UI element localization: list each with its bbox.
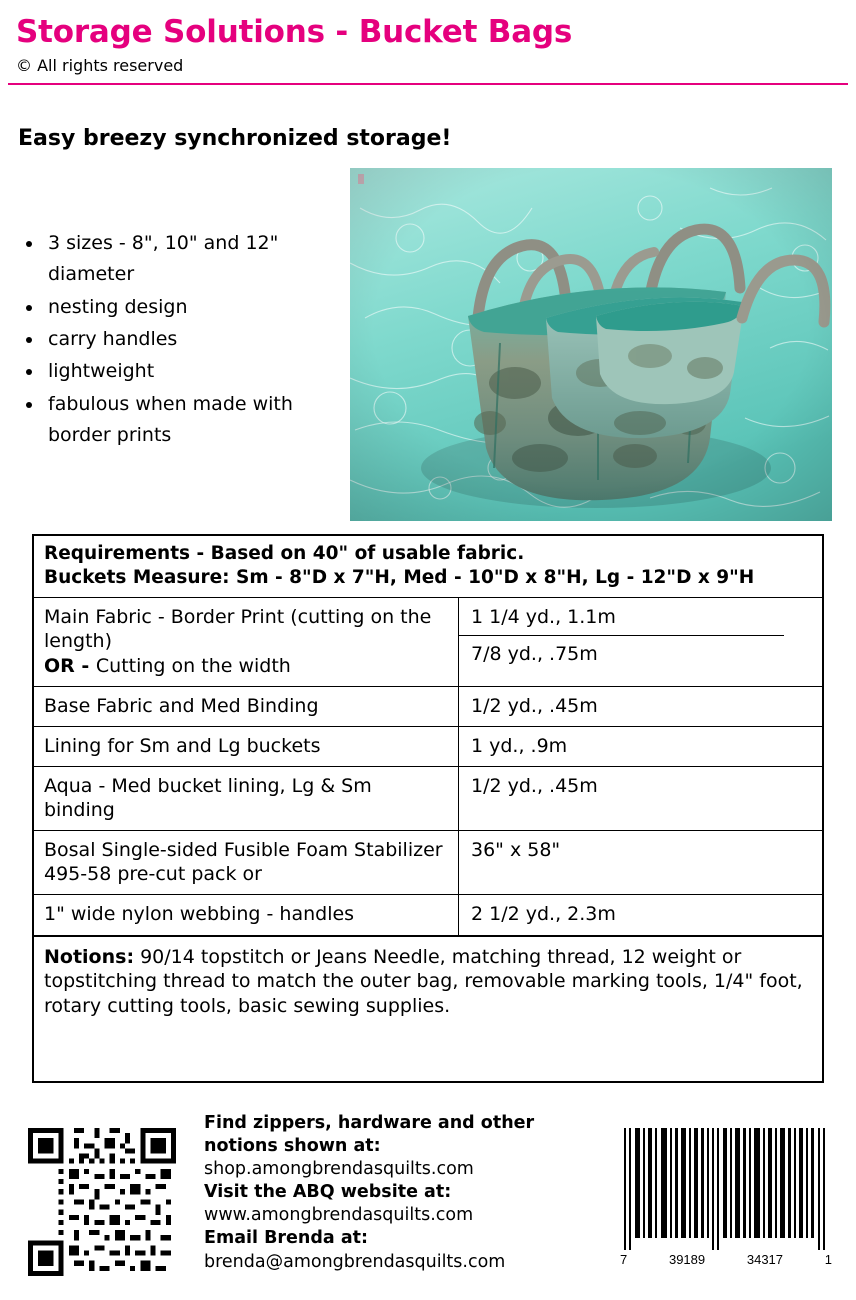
feature-list — [14, 228, 344, 452]
notions-section — [34, 936, 822, 1081]
table-row — [34, 727, 822, 767]
qr-code[interactable] — [28, 1128, 176, 1276]
list-item: • fabulous when made with border prints — [44, 389, 344, 452]
list-item: • 3 sizes - 8", 10" and 12" diameter — [44, 228, 344, 291]
table-cell-item: Lining for Sm and Lg buckets — [34, 727, 459, 766]
table-cell-item: Base Fabric and Med Binding — [34, 687, 459, 726]
table-cell-amount — [459, 598, 822, 685]
notions-text: 90/14 topstitch or Jeans Needle, matching thread, 12 weight or topstitching thread to match the outer bag, removable marking tools, 1/4" foot, rotary cutting tools, basic sewing supplies. — [44, 945, 803, 1017]
copyright-notice: © All rights reserved — [16, 56, 184, 75]
table-cell-amount: 2 1/2 yd., 2.3m — [471, 903, 616, 926]
header-divider — [8, 83, 848, 85]
barcode-digits — [620, 1250, 832, 1267]
page-title: Storage Solutions - Bucket Bags — [16, 14, 573, 50]
table-cell-item — [34, 598, 459, 685]
main-fabric-or-line — [44, 654, 448, 678]
list-item: • carry handles — [44, 324, 344, 355]
barcode-digits-group-1: 39189 — [668, 1252, 706, 1267]
table-row — [34, 767, 822, 831]
barcode-digit-left: 7 — [620, 1252, 628, 1267]
table-cell-amount: 1 yd., .9m — [471, 734, 568, 757]
product-photo — [350, 168, 832, 521]
table-row — [34, 598, 822, 686]
table-row — [34, 831, 822, 895]
shop-url[interactable]: shop.amongbrendasquilts.com — [204, 1159, 474, 1180]
notions-label: Notions: — [44, 945, 135, 968]
notions-source-label: Find zippers, hardware and other notions shown at: — [204, 1113, 535, 1157]
amount-width: 7/8 yd., .75m — [471, 643, 598, 666]
table-row — [34, 687, 822, 727]
barcode — [620, 1128, 832, 1276]
or-text: Cutting on the width — [95, 654, 291, 677]
requirements-heading-line-2: Buckets Measure: Sm - 8"D x 7"H, Med - 10"D x 8"H, Lg - 12"D x 9"H — [44, 566, 755, 588]
barcode-digits-group-2: 34317 — [746, 1252, 784, 1267]
table-row — [34, 895, 822, 935]
email-label: Email Brenda at: — [204, 1228, 368, 1249]
website-label: Visit the ABQ website at: — [204, 1182, 452, 1203]
table-cell-amount: 1/2 yd., .45m — [471, 694, 598, 717]
email-address[interactable]: brenda@amongbrendasquilts.com — [204, 1251, 506, 1272]
website-url[interactable]: www.amongbrendasquilts.com — [204, 1205, 474, 1226]
list-item: • lightweight — [44, 356, 344, 387]
table-cell-item: Aqua - Med bucket lining, Lg & Sm binding — [34, 767, 459, 830]
amount-length: 1 1/4 yd., 1.1m — [459, 598, 784, 636]
table-cell-item: 1" wide nylon webbing - handles — [34, 895, 459, 934]
table-blank-space — [44, 1019, 810, 1071]
table-cell-amount: 1/2 yd., .45m — [471, 774, 598, 797]
main-fabric-label: Main Fabric - Border Print (cutting on the length) — [44, 606, 432, 653]
table-cell-item: Bosal Single-sided Fusible Foam Stabilizer 495-58 pre-cut pack or — [34, 831, 459, 894]
list-item: • nesting design — [44, 292, 344, 323]
requirements-heading — [34, 536, 822, 598]
contact-info — [204, 1112, 604, 1274]
requirements-heading-line-1: Requirements - Based on 40" of usable fabric. — [44, 543, 525, 564]
barcode-bars — [620, 1128, 832, 1250]
barcode-digit-right: 1 — [824, 1252, 832, 1267]
table-cell-amount: 36" x 58" — [471, 839, 561, 862]
requirements-table — [32, 534, 824, 1083]
tagline: Easy breezy synchronized storage! — [18, 126, 452, 151]
or-label: OR - — [44, 654, 96, 677]
